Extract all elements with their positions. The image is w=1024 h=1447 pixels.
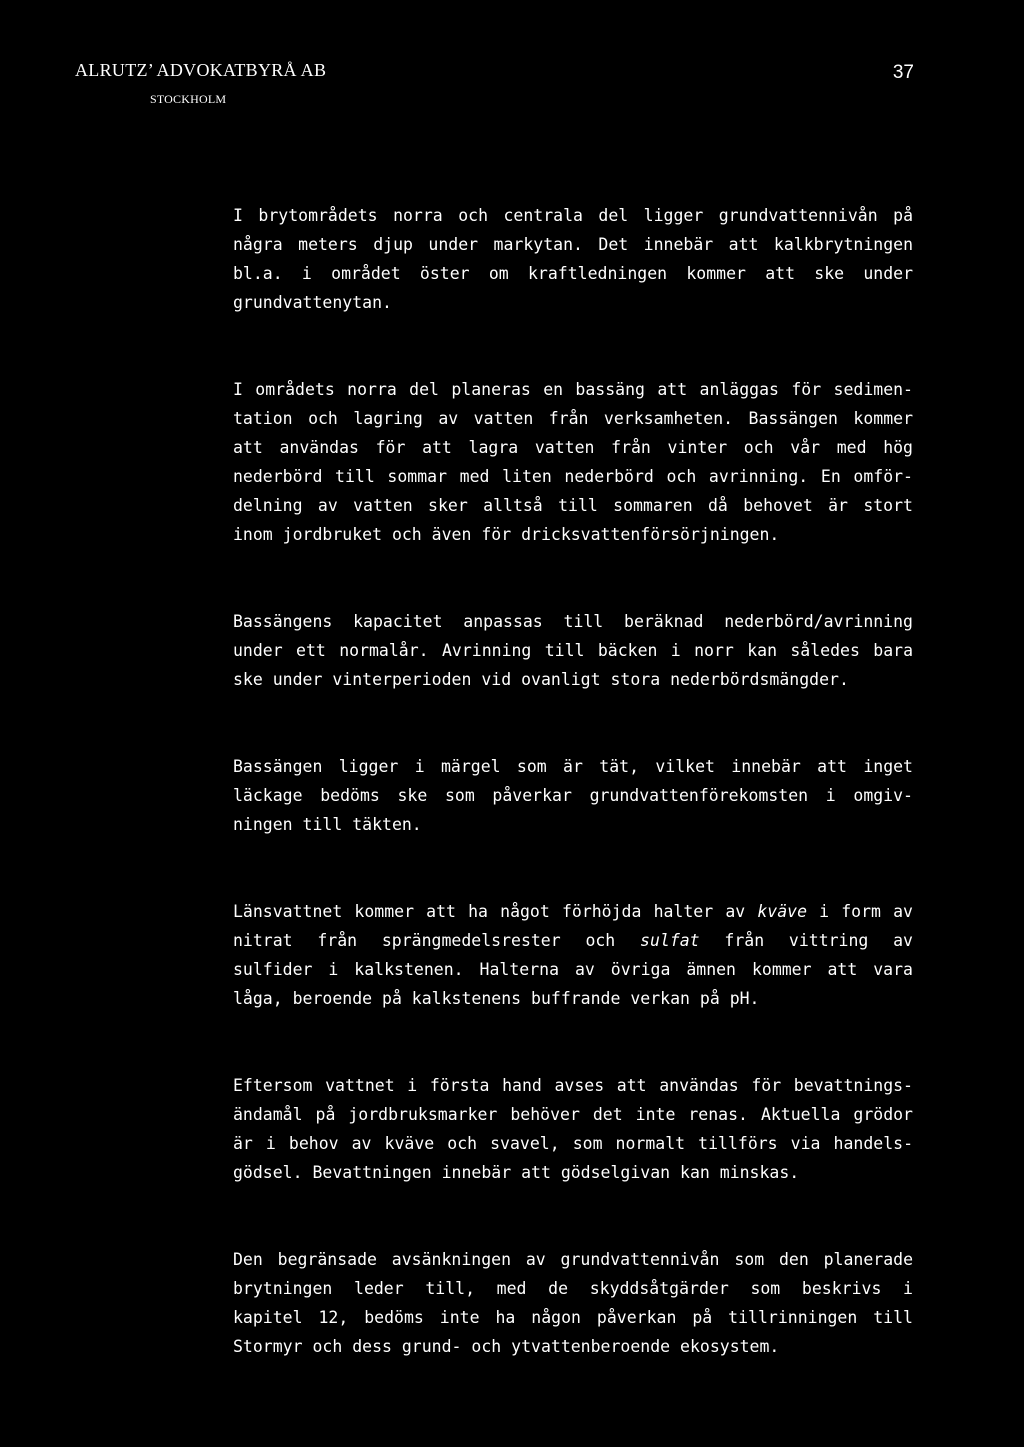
- text-line: brytningen leder till, med de skyddsåtgärder som beskrivs i: [233, 1279, 913, 1298]
- text-line: [233, 926, 913, 955]
- page-number: 37: [892, 62, 914, 83]
- firm-city: STOCKHOLM: [150, 92, 227, 106]
- paragraph-drainage-water: [233, 897, 913, 1013]
- paragraph-groundwater-lowering: [233, 1245, 913, 1361]
- text-line: läckage bedöms ske som påverkar grundvattenförekomsten i omgiv-: [233, 786, 913, 805]
- text-line: att användas för att lagra vatten från vinter och vår med hög: [233, 438, 913, 457]
- text-segment: Länsvattnet kommer att ha något förhöjda halter av: [233, 902, 758, 921]
- text-line: bl.a. i området öster om kraftledningen kommer att ske under: [233, 264, 913, 283]
- text-line: ske under vinterperioden vid ovanligt stora nederbördsmängder.: [233, 670, 849, 689]
- text-line: I områdets norra del planeras en bassäng att anläggas för sedimen-: [233, 380, 913, 399]
- paragraph-basin-capacity: [233, 607, 913, 694]
- text-line: Bassängen ligger i märgel som är tät, vilket innebär att inget: [233, 757, 913, 776]
- text-line: gödsel. Bevattningen innebär att gödselgivan kan minskas.: [233, 1163, 800, 1182]
- text-line: [233, 897, 913, 926]
- text-line: några meters djup under markytan. Det innebär att kalkbrytningen: [233, 235, 913, 254]
- text-line: låga, beroende på kalkstenens buffrande verkan på pH.: [233, 989, 760, 1008]
- text-line: inom jordbruket och även för dricksvattenförsörjningen.: [233, 525, 780, 544]
- paragraph-groundwater-level: [233, 201, 913, 317]
- text-line: tation och lagring av vatten från verksamheten. Bassängen kommer: [233, 409, 913, 428]
- text-line: Bassängens kapacitet anpassas till beräknad nederbörd/avrinning: [233, 612, 913, 631]
- text-line: nederbörd till sommar med liten nederbörd och avrinning. En omför-: [233, 467, 913, 486]
- text-segment: nitrat från sprängmedelsrester och: [233, 931, 641, 950]
- emphasis-kvave: kväve: [757, 902, 808, 921]
- text-segment: i form av: [807, 902, 913, 921]
- emphasis-sulfat: sulfat: [640, 931, 700, 950]
- text-line: Den begränsade avsänkningen av grundvattennivån som den planerade: [233, 1250, 913, 1269]
- text-line: är i behov av kväve och svavel, som normalt tillförs via handels-: [233, 1134, 913, 1153]
- text-line: Eftersom vattnet i första hand avses att användas för bevattnings-: [233, 1076, 913, 1095]
- text-segment: från vittring av: [699, 931, 913, 950]
- text-line: Stormyr och dess grund- och ytvattenberoende ekosystem.: [233, 1337, 780, 1356]
- text-line: grundvattenytan.: [233, 293, 392, 312]
- text-line: kapitel 12, bedöms inte ha någon påverkan på tillrinningen till: [233, 1308, 913, 1327]
- text-line: sulfider i kalkstenen. Halterna av övriga ämnen kommer att vara: [233, 960, 913, 979]
- text-line: I brytområdets norra och centrala del ligger grundvattennivån på: [233, 206, 913, 225]
- body-text: [233, 201, 913, 1419]
- paragraph-basin-marl: [233, 752, 913, 839]
- text-line: under ett normalår. Avrinning till bäcken i norr kan således bara: [233, 641, 913, 660]
- paragraph-basin-plan: [233, 375, 913, 549]
- text-line: delning av vatten sker alltså till sommaren då behovet är stort: [233, 496, 913, 515]
- text-line: ändamål på jordbruksmarker behöver det inte renas. Aktuella grödor: [233, 1105, 913, 1124]
- firm-name: ALRUTZ’ ADVOKATBYRÅ AB: [75, 60, 327, 80]
- paragraph-irrigation: [233, 1071, 913, 1187]
- text-line: ningen till täkten.: [233, 815, 422, 834]
